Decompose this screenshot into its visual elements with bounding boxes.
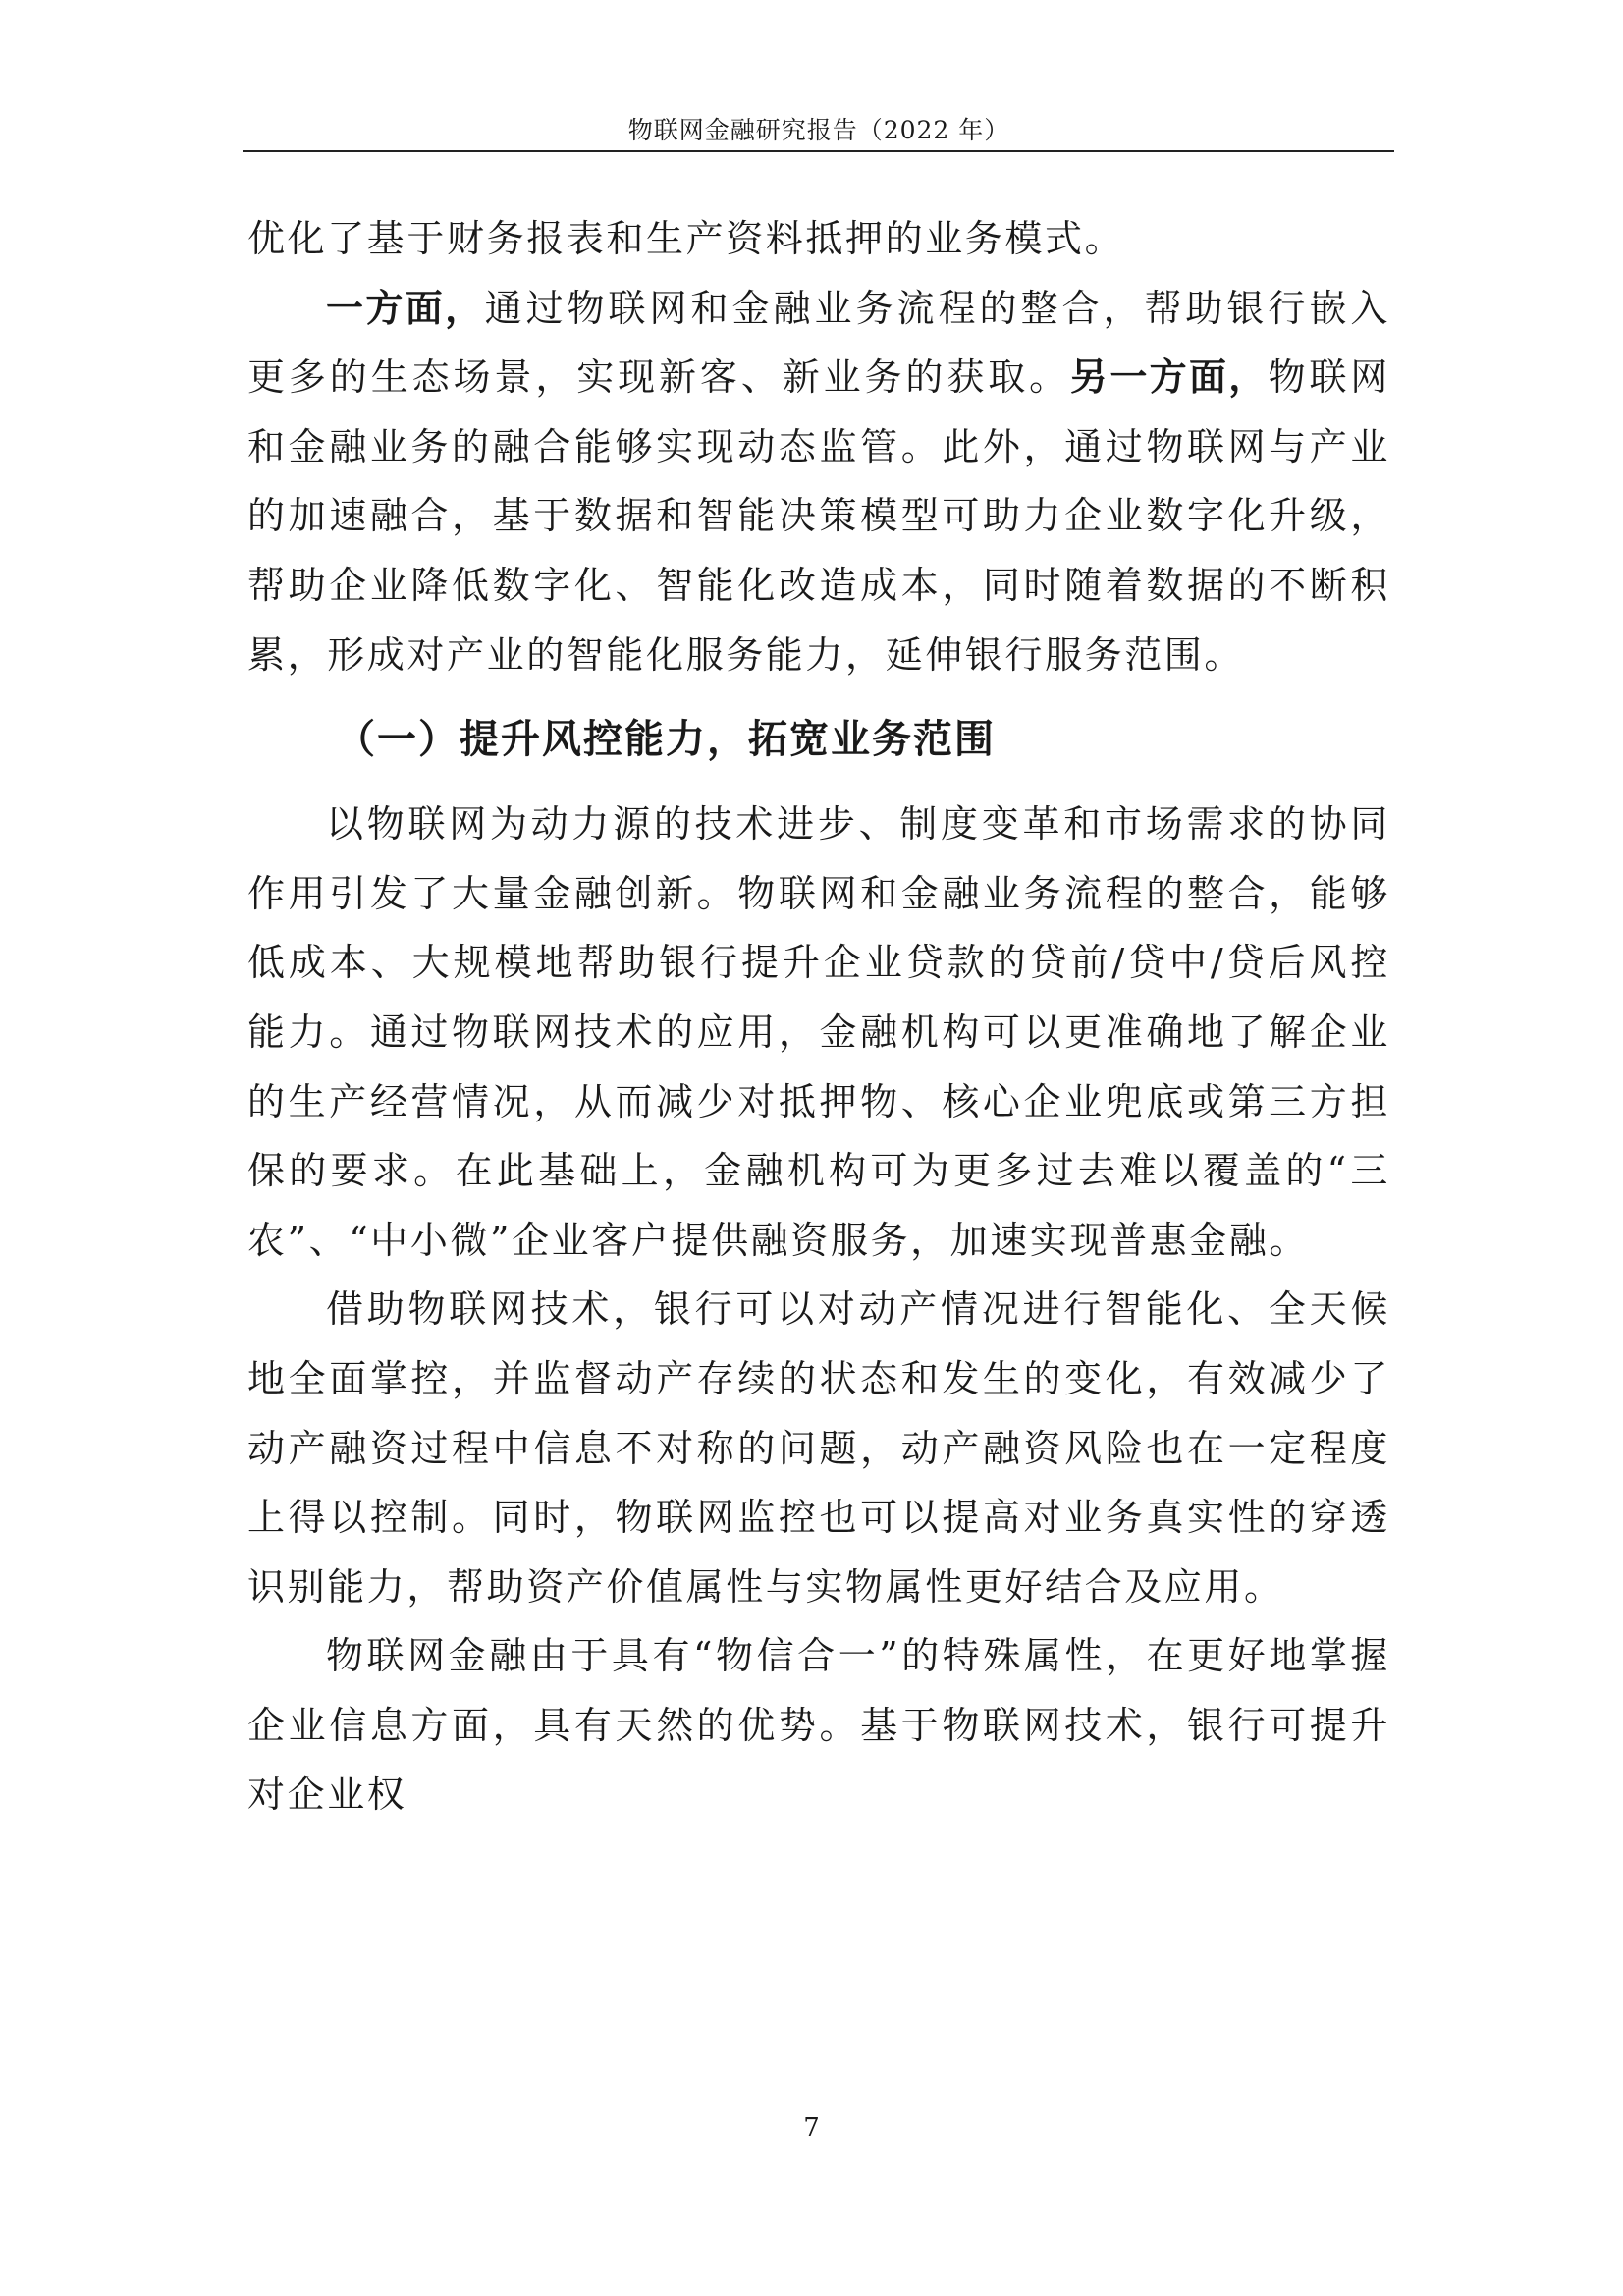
paragraph-aspects-text-1: 通过物联网和金融业务流程的整合，帮助银行嵌入更多的生态场景，实现新客、新业务的获取。 xyxy=(247,286,1390,400)
lead-phrase-one-side: 一方面， xyxy=(326,286,485,330)
paragraph-aspects xyxy=(247,274,1390,690)
paragraph-movable-assets: 借助物联网技术，银行可以对动产情况进行智能化、全天候地全面掌控，并监督动产存续的状态和发生的变化，有效减少了动产融资过程中信息不对称的问题，动产融资风险也在一定程度上得以控制。同时，物联网监控也可以提高对业务真实性的穿透识别能力，帮助资产价值属性与实物属性更好结合及应用。 xyxy=(247,1287,1390,1609)
page-number: 7 xyxy=(803,2113,820,2143)
paragraph-continuation: 优化了基于财务报表和生产资料抵押的业务模式。 xyxy=(247,217,1125,260)
paragraph-risk-control: 以物联网为动力源的技术进步、制度变革和市场需求的协同作用引发了大量金融创新。物联网和金融业务流程的整合，能够低成本、大规模地帮助银行提升企业贷款的贷前/贷中/贷后风控能力。通过物联网技术的应用，金融机构可以更准确地了解企业的生产经营情况，从而减少对抵押物、核心企业兜底或第三方担保的要求。在此基础上，金融机构可为更多过去难以覆盖的“三农”、“中小微”企业客户提供融资服务，加速实现普惠金融。 xyxy=(247,802,1390,1262)
lead-phrase-other-side: 另一方面， xyxy=(1070,355,1269,400)
main-content xyxy=(247,204,1390,1830)
paragraph-iot-finance: 物联网金融由于具有“物信合一”的特殊属性，在更好地掌握企业信息方面，具有天然的优势。基于物联网技术，银行可提升对企业权 xyxy=(247,1634,1390,1817)
paragraph-aspects-text-2: 物联网和金融业务的融合能够实现动态监管。此外，通过物联网与产业的加速融合，基于数据和智能决策模型可助力企业数字化升级，帮助企业降低数字化、智能化改造成本，同时随着数据的不断积累，形成对产业的智能化服务能力，延伸银行服务范围。 xyxy=(247,355,1390,677)
header-divider xyxy=(243,150,1394,152)
section-heading: （一）提升风控能力，拓宽业务范围 xyxy=(336,717,996,763)
running-header: 物联网金融研究报告（2022 年） xyxy=(627,116,1010,144)
